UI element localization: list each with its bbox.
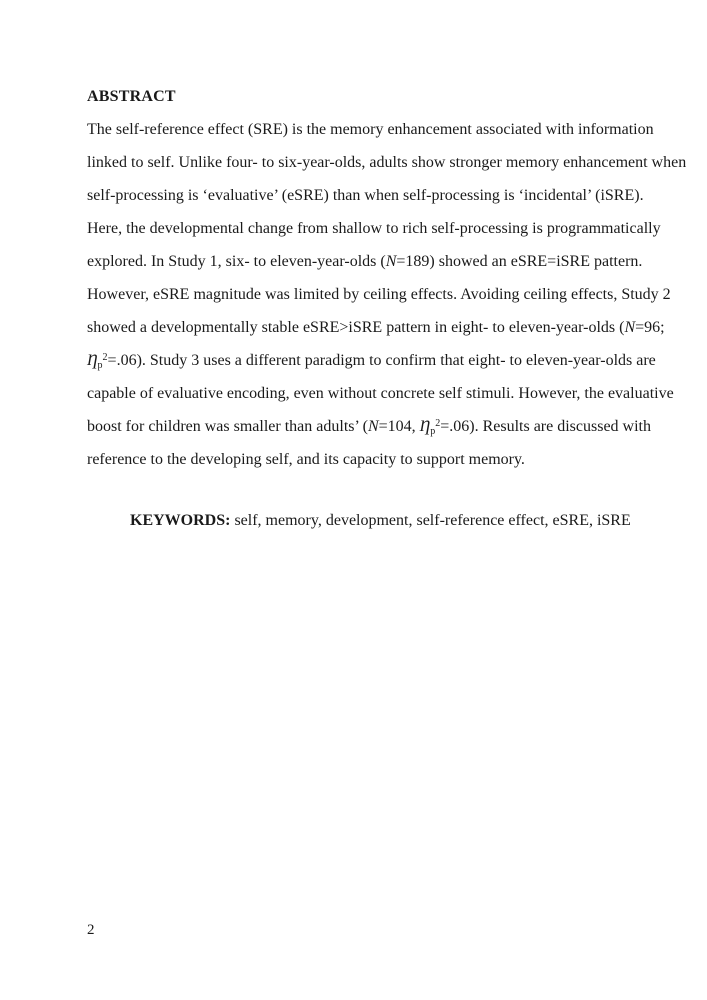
abstract-line: $Ƞ_p^2=.06$). Study 3 uses a different paradigm to confirm that eight- to eleven-year-olds are (87, 352, 656, 371)
abstract-line: linked to self. Unlike four- to six-year-olds, adults show stronger memory enhancement when (87, 154, 687, 171)
abstract-line: reference to the developing self, and its capacity to support memory. (87, 451, 525, 468)
keywords-label: KEYWORDS: (130, 512, 231, 529)
abstract-line: showed a developmentally stable eSRE>iSRE pattern in eight- to eleven-year-olds (N=96; (87, 319, 665, 336)
abstract-line: capable of evaluative encoding, even without concrete self stimuli. However, the evaluative (87, 385, 674, 402)
abstract-line: However, eSRE magnitude was limited by ceiling effects. Avoiding ceiling effects, Study 2 (87, 286, 671, 303)
abstract-line: self-processing is ‘evaluative’ (eSRE) than when self-processing is ‘incidental’ (iSRE). (87, 187, 644, 204)
page-number: 2 (87, 922, 95, 938)
abstract-paragraph (87, 113, 687, 476)
abstract-line: boost for children was smaller than adults’ (N=104, $Ƞ_p^2=.06$). Results are discussed with (87, 418, 651, 437)
keywords-line (87, 504, 657, 537)
keywords-text: self, memory, development, self-reference effect, eSRE, iSRE (230, 512, 631, 529)
abstract-line: explored. In Study 1, six- to eleven-year-olds (N=189) showed an eSRE=iSRE pattern. (87, 253, 643, 270)
abstract-section (87, 80, 687, 537)
abstract-line: The self-reference effect (SRE) is the memory enhancement associated with information (87, 121, 654, 138)
abstract-heading: ABSTRACT (87, 88, 176, 105)
abstract-line: Here, the developmental change from shallow to rich self-processing is programmatically (87, 220, 661, 237)
